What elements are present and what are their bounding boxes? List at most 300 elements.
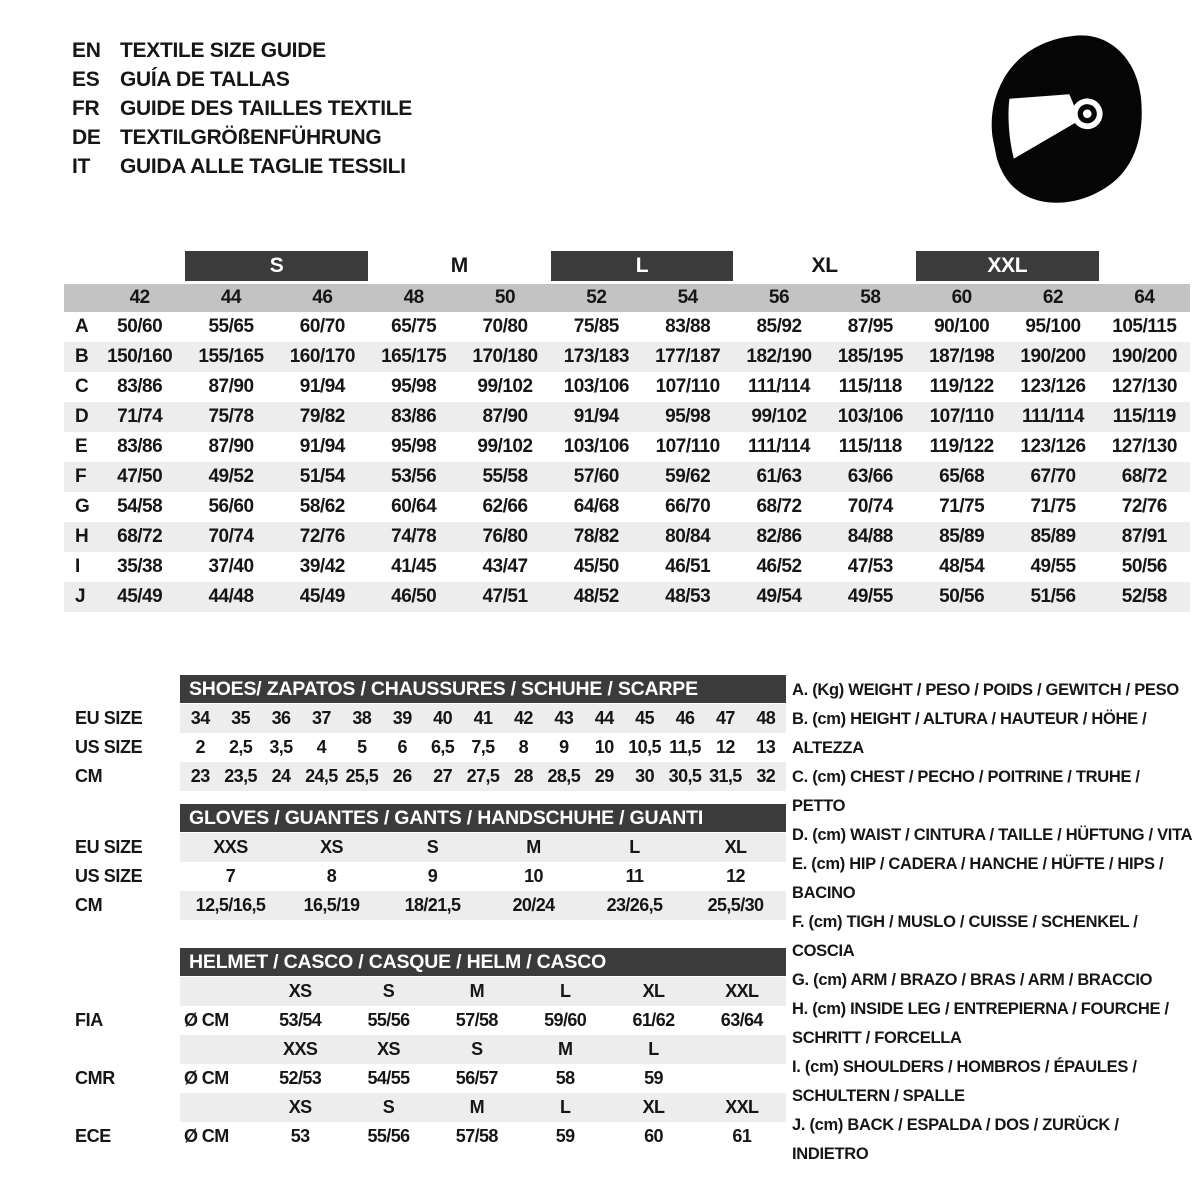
gloves-value: 7 — [225, 866, 236, 886]
measure-value: 82/86 — [756, 526, 802, 547]
measure-value: 65/75 — [391, 316, 437, 337]
measure-value: 83/86 — [391, 406, 437, 427]
language-code: ES — [72, 67, 100, 91]
measure-value: 39/42 — [299, 556, 345, 577]
helmet-value: 53/54 — [279, 1010, 322, 1030]
legend-unit: (cm) — [808, 913, 843, 931]
legend-unit: (cm) — [809, 1116, 844, 1134]
measure-value: 115/119 — [1112, 406, 1176, 427]
shoes-value: 46 — [675, 708, 695, 728]
measure-value: 50/56 — [939, 586, 985, 607]
measure-value: 35/38 — [117, 556, 163, 577]
measure-value: 49/54 — [756, 586, 802, 607]
shoes-value: 10 — [594, 737, 614, 757]
measure-value: 190/200 — [1111, 346, 1177, 367]
shoes-value: 41 — [473, 708, 493, 728]
measure-value: 72/76 — [299, 526, 345, 547]
legend-key: E. — [792, 855, 807, 873]
measure-row — [64, 492, 1190, 522]
shoes-header-gutter — [64, 675, 180, 703]
measure-value: 99/102 — [477, 376, 533, 397]
measure-value: 41/45 — [391, 556, 437, 577]
gloves-value: 10 — [524, 866, 543, 886]
measure-value: 111/114 — [1021, 406, 1085, 427]
legend-text: BACK / ESPALDA / DOS / ZURÜCK / INDIETRO — [792, 1116, 1119, 1163]
measure-value: 71/74 — [117, 406, 163, 427]
measure-value: 155/165 — [198, 346, 264, 367]
helmet-size-gutter — [64, 977, 180, 1006]
legend-item — [792, 821, 1196, 850]
measure-value: 51/54 — [299, 466, 345, 487]
numeric-size-label: 42 — [129, 287, 150, 308]
size-band-m: M — [450, 254, 468, 277]
helmet-size-label: S — [382, 981, 395, 1001]
measure-value: 182/190 — [746, 346, 812, 367]
measure-value: 173/183 — [563, 346, 629, 367]
helmet-unit-label: Ø CM — [184, 1010, 229, 1030]
language-code: IT — [72, 154, 91, 178]
numeric-size-label: 46 — [312, 287, 333, 308]
numeric-size-label: 54 — [677, 287, 698, 308]
legend-key: G. — [792, 971, 809, 989]
measure-value: 80/84 — [665, 526, 711, 547]
measure-value: 49/55 — [847, 586, 893, 607]
measure-value: 58/62 — [299, 496, 345, 517]
row-letter: D — [75, 406, 89, 427]
measure-value: 68/72 — [117, 526, 163, 547]
helmet-unit-label: Ø CM — [184, 1126, 229, 1146]
shoes-value: 23 — [190, 766, 210, 786]
legend-text: HEIGHT / ALTURA / HAUTEUR / HÖHE / ALTEZZA — [792, 710, 1147, 757]
shoes-value: 29 — [594, 766, 614, 786]
measure-value: 71/75 — [939, 496, 985, 517]
measure-value: 63/66 — [847, 466, 893, 487]
shoes-row — [64, 733, 786, 762]
measure-value: 90/100 — [934, 316, 990, 337]
legend-item — [792, 995, 1196, 1024]
measure-value: 74/78 — [391, 526, 437, 547]
shoes-value: 27,5 — [466, 766, 500, 786]
gloves-value: L — [629, 837, 640, 857]
gloves-header-gutter — [64, 804, 180, 832]
shoes-title: SHOES/ ZAPATOS / CHAUSSURES / SCHUHE / SCARPE — [180, 675, 786, 703]
size-band-row — [64, 251, 1190, 281]
numeric-size-label: 44 — [220, 287, 242, 308]
helmet-value: 53 — [290, 1126, 310, 1146]
gloves-row-values — [180, 862, 786, 891]
measure-value: 55/58 — [482, 466, 528, 487]
apparel-size-table — [64, 251, 1190, 612]
size-band-s: S — [185, 251, 368, 281]
legend-item — [792, 850, 1196, 908]
measure-value: 68/72 — [1121, 466, 1167, 487]
gloves-value: 25,5/30 — [707, 895, 764, 915]
helmet-value: 58 — [555, 1068, 575, 1088]
row-letter: C — [75, 376, 89, 397]
measure-value: 44/48 — [208, 586, 254, 607]
measure-value: 85/89 — [1030, 526, 1076, 547]
row-letter: E — [75, 436, 88, 457]
measure-value: 111/114 — [747, 436, 811, 457]
row-letter: F — [75, 466, 87, 487]
legend-text: CHEST / PECHO / POITRINE / TRUHE / PETTO — [792, 768, 1140, 815]
shoes-row-label: US SIZE — [75, 737, 143, 757]
helmet-value: 57/58 — [455, 1010, 498, 1030]
measure-value: 52/58 — [1121, 586, 1167, 607]
shoes-value: 2 — [195, 737, 205, 757]
measure-value: 46/52 — [756, 556, 802, 577]
measure-value: 64/68 — [573, 496, 619, 517]
gloves-row — [64, 891, 786, 920]
shoes-value: 39 — [392, 708, 412, 728]
shoes-value: 35 — [231, 708, 250, 728]
legend-text: ARM / BRAZO / BRAS / ARM / BRACCIO — [850, 971, 1153, 989]
helmet-size-label: XL — [642, 1097, 665, 1117]
measure-value: 91/94 — [299, 376, 345, 397]
gloves-value: XL — [724, 837, 747, 857]
measure-value: 103/106 — [563, 376, 629, 397]
helmet-size-label: M — [557, 1039, 573, 1059]
helmet-size-label: XS — [377, 1039, 400, 1059]
racing-helmet-icon — [968, 20, 1160, 212]
measure-value: 111/114 — [747, 376, 811, 397]
shoes-value: 30,5 — [668, 766, 702, 786]
helmet-size-label: XS — [288, 1097, 312, 1117]
measure-value: 107/110 — [655, 436, 720, 457]
measure-value: 85/89 — [939, 526, 985, 547]
legend-key: J. — [792, 1116, 806, 1134]
measure-value: 56/60 — [208, 496, 254, 517]
helmet-size-table — [64, 948, 786, 1151]
measure-value: 68/72 — [756, 496, 802, 517]
legend-unit: (cm) — [811, 855, 845, 873]
legend-text: SHOULDERS / HOMBROS / ÉPAULES / — [842, 1058, 1137, 1076]
measure-value: 46/50 — [391, 586, 437, 607]
shoes-value: 6,5 — [430, 737, 455, 757]
legend-item — [792, 908, 1196, 966]
language-code: DE — [72, 125, 101, 149]
helmet-value: 63/64 — [720, 1010, 763, 1030]
measure-value: 103/106 — [563, 436, 629, 457]
measure-value: 49/55 — [1030, 556, 1076, 577]
numeric-size-label: 56 — [768, 287, 790, 308]
shoes-value: 32 — [756, 766, 776, 786]
measure-value: 83/86 — [117, 436, 163, 457]
shoes-value: 23,5 — [224, 766, 257, 786]
numeric-size-row — [64, 284, 1190, 312]
helmet-value: 59 — [555, 1126, 575, 1146]
measure-row — [64, 462, 1190, 492]
helmet-size-label: L — [559, 981, 571, 1001]
helmet-standard-label: FIA — [75, 1010, 103, 1030]
gloves-value: 23/26,5 — [606, 895, 663, 915]
legend-text: WAIST / CINTURA / TAILLE / HÜFTUNG / VITA — [850, 826, 1193, 844]
measure-value: 123/126 — [1020, 376, 1086, 397]
legend-key: H. — [792, 1000, 808, 1018]
row-letter: A — [75, 316, 89, 337]
language-title: TEXTILGRÖßENFÜHRUNG — [120, 125, 382, 149]
measure-value: 83/88 — [665, 316, 711, 337]
measure-value: 51/56 — [1030, 586, 1076, 607]
shoes-value: 27 — [433, 766, 452, 786]
measure-value: 127/130 — [1111, 376, 1177, 397]
measure-value: 160/170 — [289, 346, 355, 367]
shoes-value: 45 — [635, 708, 654, 728]
measure-row — [64, 552, 1190, 582]
measure-value: 107/110 — [655, 376, 720, 397]
shoes-value: 28 — [513, 766, 533, 786]
shoes-value: 43 — [554, 708, 574, 728]
measure-value: 91/94 — [573, 406, 619, 427]
measure-row — [64, 522, 1190, 552]
gloves-value: 12 — [726, 866, 745, 886]
measure-value: 45/50 — [573, 556, 619, 577]
measure-row — [64, 342, 1190, 372]
helmet-value: 56/57 — [455, 1068, 498, 1088]
numeric-size-label: 60 — [951, 287, 972, 308]
helmet-size-label: L — [648, 1039, 659, 1059]
shoes-value: 26 — [392, 766, 412, 786]
size-band-xl: XL — [811, 254, 838, 277]
legend-text-continued: SCHULTERN / SPALLE — [792, 1087, 965, 1105]
legend-unit: (cm) — [812, 1000, 846, 1018]
gloves-value: XXS — [213, 837, 248, 857]
measure-value: 119/122 — [929, 436, 994, 457]
shoes-value: 48 — [756, 708, 776, 728]
shoes-value: 47 — [715, 708, 735, 728]
legend-unit: (cm) — [813, 971, 847, 989]
legend-item — [792, 763, 1196, 821]
helmet-value: 59/60 — [544, 1010, 587, 1030]
gloves-size-table — [64, 804, 786, 920]
shoes-row-values — [180, 704, 786, 733]
measure-value: 87/90 — [208, 376, 254, 397]
shoes-value: 38 — [352, 708, 372, 728]
measure-value: 70/74 — [208, 526, 254, 547]
measure-value: 99/102 — [751, 406, 807, 427]
language-title: GUIDE DES TAILLES TEXTILE — [120, 96, 412, 120]
shoes-size-table — [64, 675, 786, 791]
row-letter: J — [75, 586, 86, 607]
helmet-size-label: M — [469, 1097, 485, 1117]
measure-value: 105/115 — [1112, 316, 1177, 337]
measure-value: 127/130 — [1111, 436, 1177, 457]
numeric-size-label: 48 — [403, 287, 424, 308]
measure-value: 60/70 — [299, 316, 345, 337]
measure-value: 67/70 — [1030, 466, 1076, 487]
legend-key: A. — [792, 681, 808, 699]
shoes-value: 42 — [513, 708, 533, 728]
measure-value: 115/118 — [838, 376, 902, 397]
shoes-value: 10,5 — [628, 737, 661, 757]
helmet-size-label: S — [471, 1039, 483, 1059]
measure-value: 78/82 — [573, 526, 619, 547]
measure-value: 177/187 — [655, 346, 721, 367]
measure-value: 84/88 — [847, 526, 893, 547]
gloves-value: 8 — [326, 866, 337, 886]
gloves-row-values — [180, 833, 786, 862]
helmet-size-label: XXL — [725, 981, 759, 1001]
helmet-size-label: XXS — [283, 1039, 318, 1059]
language-row — [72, 65, 412, 94]
measure-value: 99/102 — [477, 436, 533, 457]
measure-row — [64, 582, 1190, 612]
shoes-value: 28,5 — [547, 766, 581, 786]
helmet-standard-label: CMR — [75, 1068, 115, 1088]
language-title: GUIDA ALLE TAGLIE TESSILI — [120, 154, 406, 178]
language-code: EN — [72, 38, 101, 62]
legend-key: B. — [792, 710, 808, 728]
measure-value: 115/118 — [838, 436, 902, 457]
helmet-size-label: L — [559, 1097, 571, 1117]
measure-value: 72/76 — [1121, 496, 1167, 517]
measure-value: 185/195 — [837, 346, 903, 367]
shoes-value: 25,5 — [345, 766, 379, 786]
language-row — [72, 94, 412, 123]
legend-unit: (Kg) — [812, 681, 844, 699]
measure-value: 119/122 — [929, 376, 994, 397]
measure-value: 43/47 — [482, 556, 528, 577]
gloves-value: 12,5/16,5 — [195, 895, 266, 915]
measure-row — [64, 312, 1190, 342]
helmet-value: 61/62 — [632, 1010, 675, 1030]
shoes-value: 8 — [518, 737, 529, 757]
language-row — [72, 123, 412, 152]
measure-value: 95/98 — [391, 376, 437, 397]
measure-value: 54/58 — [117, 496, 163, 517]
gloves-header-row — [64, 804, 786, 832]
gloves-value: 9 — [427, 866, 438, 886]
shoes-row — [64, 762, 786, 791]
legend-key: C. — [792, 768, 808, 786]
helmet-size-label: XL — [642, 981, 665, 1001]
helmet-value: 59 — [644, 1068, 663, 1088]
helmet-standard-label: ECE — [75, 1126, 111, 1146]
gloves-title: GLOVES / GUANTES / GANTS / HANDSCHUHE / GUANTI — [180, 804, 786, 832]
helmet-value: 55/56 — [367, 1010, 410, 1030]
gloves-row-label: US SIZE — [75, 866, 143, 886]
shoes-row-values — [180, 762, 786, 791]
gloves-row — [64, 833, 786, 862]
helmet-size-row — [64, 977, 786, 1006]
shoes-row-label: CM — [75, 766, 103, 786]
helmet-size-gutter — [64, 1035, 180, 1064]
gloves-row-values — [180, 891, 786, 920]
legend-text-continued: SCHRITT / FORCELLA — [792, 1029, 962, 1047]
legend-key: D. — [792, 826, 808, 844]
measure-row — [64, 372, 1190, 402]
helmet-value: 54/55 — [367, 1068, 410, 1088]
measure-value: 76/80 — [482, 526, 528, 547]
measure-value: 150/160 — [107, 346, 173, 367]
measure-value: 50/60 — [117, 316, 163, 337]
shoes-value: 36 — [271, 708, 291, 728]
shoes-row-label: EU SIZE — [75, 708, 143, 728]
measure-value: 55/65 — [208, 316, 254, 337]
language-code: FR — [72, 96, 100, 120]
language-row — [72, 152, 412, 181]
legend-item — [792, 676, 1196, 705]
measure-value: 107/110 — [929, 406, 994, 427]
gloves-value: 11 — [625, 866, 644, 886]
helmet-standard-row — [64, 1006, 786, 1035]
legend-text: TIGH / MUSLO / CUISSE / SCHENKEL / COSCIA — [792, 913, 1138, 960]
shoes-value: 40 — [433, 708, 452, 728]
gloves-value: XS — [320, 837, 343, 857]
measure-value: 87/91 — [1121, 526, 1167, 547]
measure-value: 66/70 — [665, 496, 711, 517]
shoes-value: 6 — [397, 737, 407, 757]
helmet-size-labels — [180, 977, 786, 1006]
language-title: GUÍA DE TALLAS — [120, 67, 290, 91]
numeric-size-label: 52 — [586, 287, 607, 308]
legend-text: HIP / CADERA / HANCHE / HÜFTE / HIPS / BACINO — [792, 855, 1164, 902]
helmet-title: HELMET / CASCO / CASQUE / HELM / CASCO — [180, 948, 786, 976]
helmet-value: 61 — [732, 1126, 752, 1146]
measure-value: 65/68 — [939, 466, 985, 487]
measure-value: 70/80 — [482, 316, 528, 337]
measure-value: 45/49 — [117, 586, 163, 607]
measure-value: 103/106 — [837, 406, 903, 427]
measure-value: 70/74 — [847, 496, 893, 517]
legend-key: F. — [792, 913, 805, 931]
helmet-standard-values — [180, 1006, 786, 1035]
measure-value: 79/82 — [299, 406, 345, 427]
measure-row — [64, 432, 1190, 462]
shoes-value: 37 — [311, 708, 331, 728]
legend-unit: (cm) — [812, 768, 846, 786]
language-row — [72, 36, 412, 65]
shoes-value: 44 — [594, 708, 614, 728]
measure-value: 85/92 — [756, 316, 802, 337]
helmet-size-labels — [180, 1035, 786, 1064]
measure-value: 71/75 — [1030, 496, 1076, 517]
language-title: TEXTILE SIZE GUIDE — [120, 38, 326, 62]
helmet-standard-values — [180, 1064, 786, 1093]
measure-value: 53/56 — [391, 466, 437, 487]
gloves-row-label: EU SIZE — [75, 837, 143, 857]
helmet-size-label: XS — [288, 981, 312, 1001]
shoes-header-row — [64, 675, 786, 703]
gloves-value: M — [526, 837, 541, 857]
measurement-legend — [792, 676, 1196, 1169]
measure-value: 60/64 — [391, 496, 437, 517]
measure-value: 75/85 — [573, 316, 619, 337]
legend-key: I. — [792, 1058, 801, 1076]
measure-value: 49/52 — [208, 466, 254, 487]
measure-value: 165/175 — [381, 346, 447, 367]
measure-value: 50/56 — [1121, 556, 1167, 577]
legend-text: INSIDE LEG / ENTREPIERNA / FOURCHE / — [850, 1000, 1169, 1018]
shoes-value: 5 — [357, 737, 367, 757]
measure-value: 87/90 — [482, 406, 528, 427]
measure-value: 95/98 — [391, 436, 437, 457]
shoes-value: 7,5 — [471, 737, 495, 757]
size-band-l: L — [551, 251, 734, 281]
helmet-size-label: S — [382, 1097, 395, 1117]
measure-value: 48/54 — [939, 556, 985, 577]
measure-value: 87/95 — [847, 316, 893, 337]
measure-value: 190/200 — [1020, 346, 1086, 367]
measure-value: 46/51 — [665, 556, 711, 577]
measure-value: 91/94 — [299, 436, 345, 457]
measure-value: 61/63 — [756, 466, 802, 487]
shoes-value: 34 — [190, 708, 210, 728]
measure-value: 87/90 — [208, 436, 254, 457]
measure-value: 48/53 — [665, 586, 711, 607]
measure-value: 47/53 — [847, 556, 893, 577]
measure-value: 75/78 — [208, 406, 254, 427]
